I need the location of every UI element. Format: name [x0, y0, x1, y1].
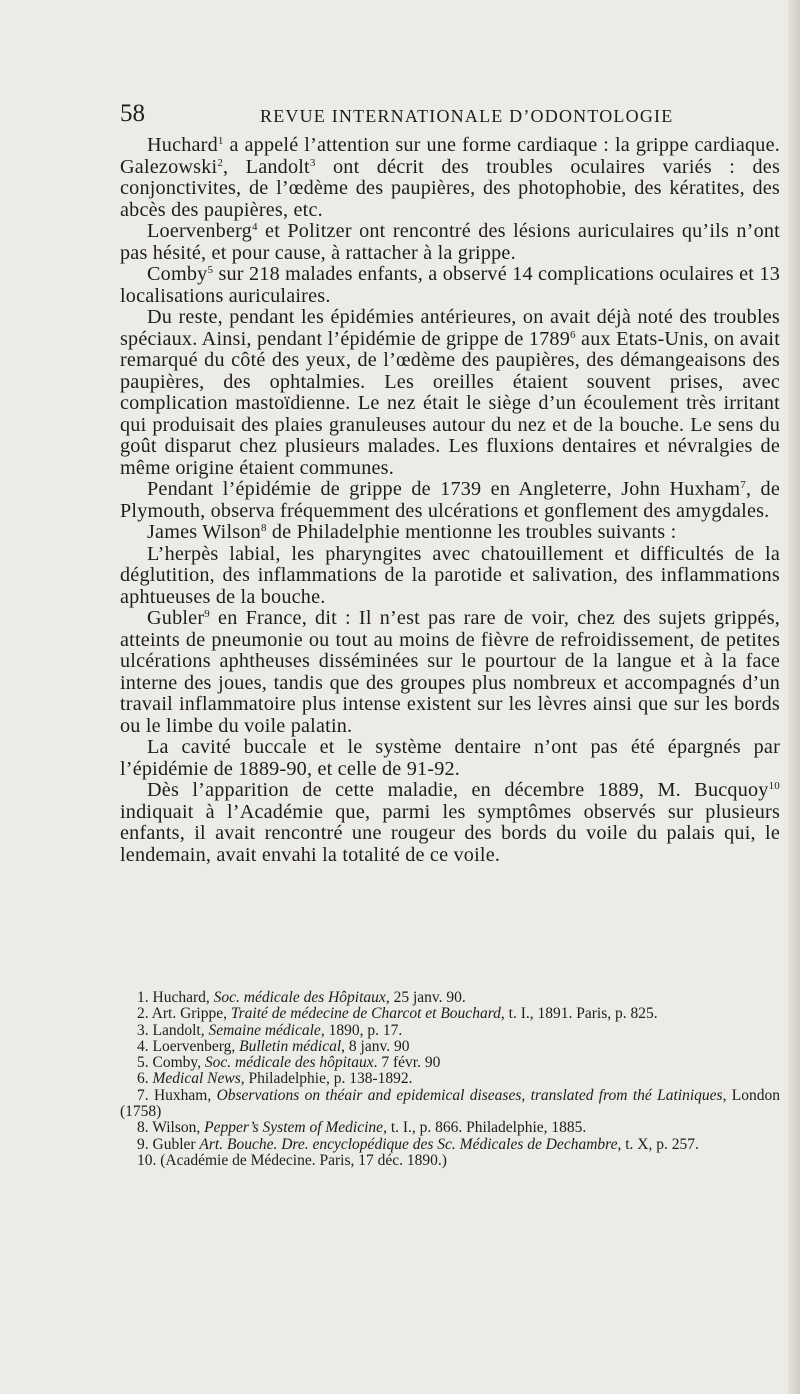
footnote-number: 9.	[137, 1135, 153, 1153]
footnote-number: 7.	[137, 1086, 154, 1104]
text: ont décrit des troubles oculaires variés : des conjonctivites, de l’œdème des paupières, des photophobie, des kératites, des abcès des paupières, etc.	[120, 155, 780, 221]
text: indiquait à l’Académie que, parmi les symptômes observés sur plusieurs enfants, il avait rencontré une rougeur des bords du voile du palais qui, le lendemain, avait envahi la totalité de ce voile.	[120, 800, 780, 866]
footnote-ref: 10	[768, 780, 780, 792]
paragraph-8	[120, 608, 780, 737]
footnote-number: 5.	[137, 1054, 153, 1072]
footnote-1	[120, 990, 780, 1006]
footnote-number: 3.	[137, 1021, 153, 1039]
paragraph-6	[120, 522, 780, 544]
text: Pendant l’épidémie de grippe de 1739 en Angleterre, John Huxham	[147, 478, 741, 500]
footnote-ref: 1	[217, 135, 224, 147]
footnote-number: 4.	[137, 1037, 153, 1055]
text: , 1890, p. 17.	[320, 1021, 403, 1039]
italic-text: Observations on théair and epidemical diseases, translated from thé Latiniques	[216, 1086, 723, 1104]
text: sur 218 malades enfants, a observé 14 complications oculaires et 13 localisations auriculaires.	[120, 263, 780, 307]
footnote-ref: 2	[217, 156, 224, 169]
page-number: 58	[120, 100, 145, 127]
text: , t. I., p. 866. Philadelphie, 1885.	[383, 1119, 587, 1137]
text: , t. I., 1891. Paris, p. 825.	[500, 1005, 658, 1023]
paragraph-7: L’herpès labial, les pharyngites avec chatouillement et difficultés de la déglutition, des inflammations de la parotide et salivation, des inflammations aphtueuses de la bouche.	[120, 542, 780, 608]
text: , Philadelphie, p. 138-1892.	[240, 1070, 413, 1088]
text: aux Etats-Unis, on avait remarqué du côté des yeux, de l’œdème des paupières, des démangeaisons des paupières, des ophtalmies. Les oreilles étaient souvent prises, avec complication mastoïdienne. Le nez était le siège d’un écoulement très irritant qui produisait des plaies granuleuses autour du nez et de la bouche. Le sens du goût disparut chez plusieurs malades. Les fluxions dentaires et névralgies de même origine étaient communes.	[120, 327, 781, 479]
text: Comby	[147, 263, 208, 285]
text: Gubler	[147, 607, 205, 629]
page-header	[120, 100, 780, 134]
text: , de Plymouth, observa fréquemment des ulcérations et gonflement des amygdales.	[120, 478, 780, 522]
text: Gubler	[152, 1135, 200, 1153]
footnotes	[120, 990, 780, 1169]
footnote-ref: 3	[309, 156, 316, 169]
paragraph-10	[120, 780, 780, 866]
footnote-ref: 7	[740, 479, 746, 491]
text: , London (1758)	[120, 1086, 781, 1121]
paragraph-3	[120, 264, 780, 307]
paragraph-4	[120, 307, 780, 479]
footnote-7	[120, 1088, 780, 1121]
italic-text: Medical News	[152, 1070, 241, 1088]
footnote-9	[120, 1137, 780, 1153]
paragraph-1	[120, 135, 780, 221]
footnote-8	[120, 1120, 780, 1136]
footnote-10	[120, 1153, 780, 1169]
footnote-4	[120, 1039, 780, 1055]
text: et Politzer ont rencontré des lésions auriculaires qu’ils n’ont pas hésité, et pour cause, à rattacher à la grippe.	[120, 220, 780, 264]
italic-text: Semaine médicale	[208, 1021, 321, 1039]
footnote-ref: 6	[570, 328, 576, 341]
text: en France, dit : Il n’est pas rare de voir, chez des sujets grippés, atteints de pneumonie ou tout au moins de fièvre de refroidissement, de petites ulcérations aphtheuses disséminées sur le pourtour de la langue et à la face interne des joues, tandis que des groupes plus nombreux et accompagnés d’un travail inflammatoire plus intense existent sur les lèvres ainsi que sur les bords ou le limbe du voile palatin.	[120, 607, 780, 737]
footnote-3	[120, 1023, 780, 1039]
main-text	[120, 135, 780, 866]
text: Loervenberg,	[152, 1037, 240, 1055]
italic-text: Soc. médicale des hôpitaux	[204, 1054, 374, 1072]
footnote-ref: 4	[251, 221, 258, 233]
footnote-2	[120, 1006, 780, 1022]
footnote-ref: 5	[207, 264, 214, 276]
paragraph-5	[120, 479, 780, 522]
footnote-number: 1.	[137, 989, 153, 1006]
italic-text: Art. Bouche. Dre. encyclopédique des Sc. Médicales de Dechambre	[199, 1135, 618, 1153]
footnote-6	[120, 1071, 780, 1087]
footnote-ref: 8	[260, 522, 267, 534]
footnote-number: 2.	[137, 1005, 152, 1023]
italic-text: Bulletin médical	[239, 1037, 342, 1055]
text: Art. Grippe,	[151, 1005, 231, 1023]
text: , t. X, p. 257.	[617, 1135, 699, 1153]
text: Comby,	[152, 1054, 205, 1072]
text: a appelé l’attention sur une forme cardiaque : la grippe cardiaque. Galezowski	[120, 134, 780, 178]
page-edge-shadow	[788, 0, 800, 1394]
footnote-ref: 9	[204, 608, 210, 620]
paragraph-2	[120, 221, 780, 264]
text: Wilson,	[152, 1119, 205, 1137]
italic-text: Pepper’s System of Medicine	[204, 1119, 384, 1137]
text: de Philadelphie mentionne les troubles suivants :	[266, 521, 677, 543]
text: Loervenberg	[147, 220, 252, 242]
italic-text: Traité de médecine de Charcot et Bouchard	[230, 1005, 501, 1023]
text: (Académie de Médecine. Paris, 17 déc. 1890.)	[160, 1151, 447, 1169]
text: . 7 févr. 90	[373, 1054, 441, 1072]
text: Landolt,	[152, 1021, 209, 1039]
running-title: REVUE INTERNATIONALE D’ODONTOLOGIE	[260, 106, 674, 126]
italic-text: Soc. médicale des Hôpitaux	[213, 989, 386, 1006]
footnote-number: 8.	[137, 1119, 153, 1137]
footnote-number: 6.	[137, 1070, 153, 1088]
footnote-number: 10.	[137, 1151, 161, 1169]
text: Huchard,	[152, 989, 214, 1006]
text: , 25 janv. 90.	[385, 989, 466, 1006]
text: , 8 janv. 90	[341, 1037, 410, 1055]
footnote-5	[120, 1055, 780, 1071]
paragraph-9: La cavité buccale et le système dentaire n’ont pas été épargnés par l’épidémie de 1889-90, et celle de 91-92.	[120, 736, 780, 780]
text: Huchard	[147, 134, 218, 156]
text: , Landolt	[223, 155, 310, 178]
text: James Wilson	[147, 521, 261, 543]
text: Du reste, pendant les épidémies antérieures, on avait déjà noté des troubles spéciaux. Ainsi, pendant l’épidémie de grippe de 1789	[120, 306, 780, 350]
text: Dès l’apparition de cette maladie, en décembre 1889, M. Bucquoy	[147, 779, 769, 801]
text: Huxham,	[153, 1086, 217, 1104]
